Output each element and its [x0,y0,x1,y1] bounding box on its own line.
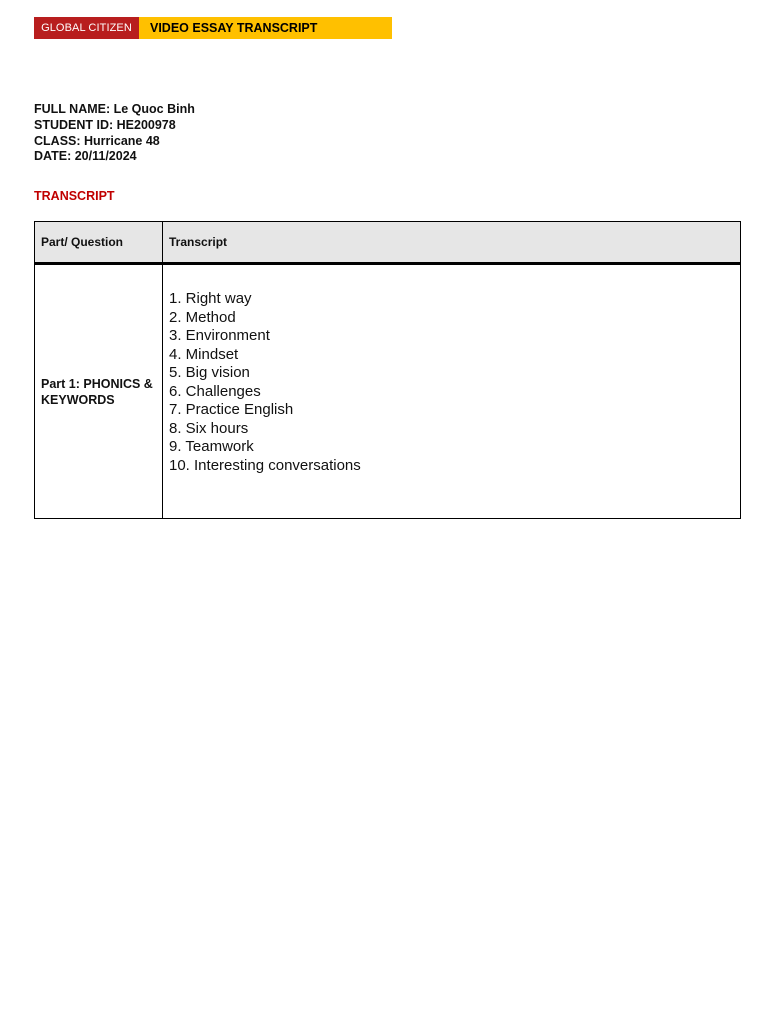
list-item: 1. Right way [169,290,252,307]
transcript-cell [163,264,741,519]
list-item: 9. Teamwork [169,438,254,455]
section-title: TRANSCRIPT [34,189,115,203]
header-banner [34,17,392,39]
brand-label: GLOBAL CITIZEN [34,17,139,39]
table-header-row [35,222,741,264]
list-item: 6. Challenges [169,382,261,400]
student-id: STUDENT ID: HE200978 [34,117,176,132]
list-item: 10. Interesting conversations [169,456,361,474]
full-name: FULL NAME: Le Quoc Binh [34,102,195,116]
list-item: 4. Mindset [169,345,239,363]
class-name: CLASS: Hurricane 48 [34,133,160,148]
transcript-table [34,221,741,519]
part-cell: Part 1: PHONICS & KEYWORDS [35,264,163,519]
table-row [35,264,741,519]
column-header-transcript: Transcript [163,222,741,264]
document-title: VIDEO ESSAY TRANSCRIPT [139,17,392,39]
list-item: 3. Environment [169,327,270,344]
list-item: 5. Big vision [169,364,250,381]
date: DATE: 20/11/2024 [34,149,137,164]
list-item: 2. Method [169,308,236,326]
keyword-list [169,290,734,475]
student-info [34,102,195,165]
list-item: 8. Six hours [169,419,249,437]
list-item: 7. Practice English [169,401,294,418]
column-header-part: Part/ Question [35,222,163,264]
